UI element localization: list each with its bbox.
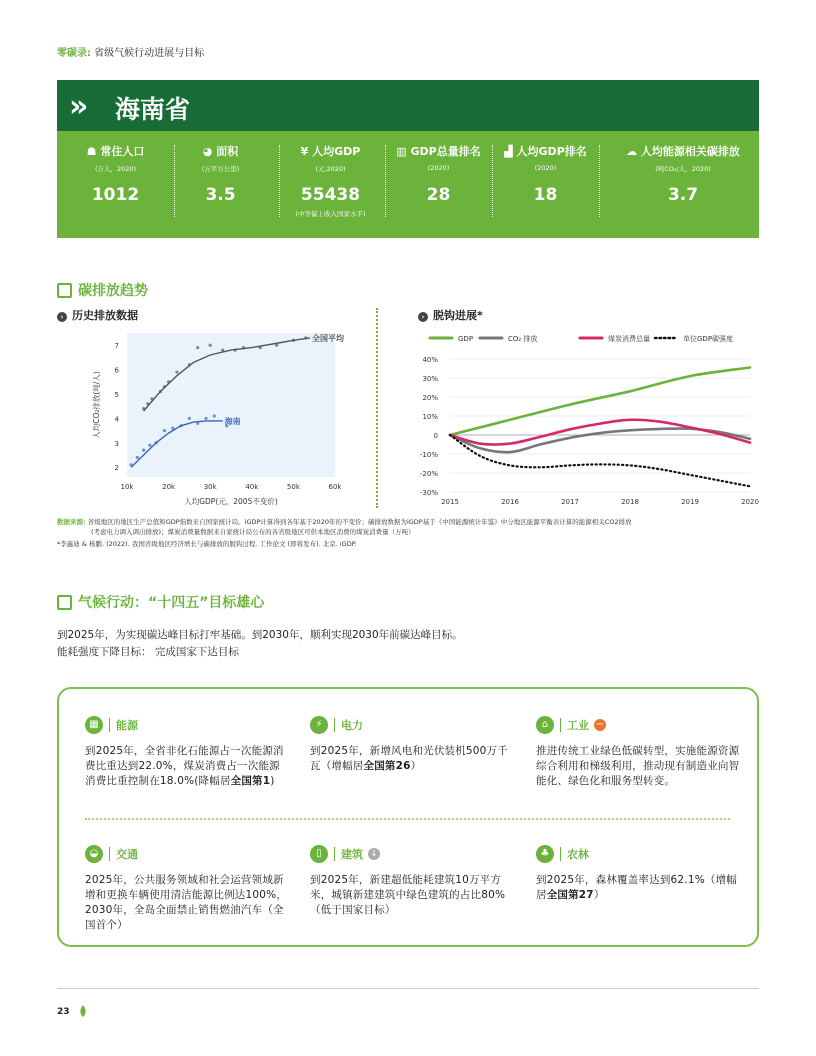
chevron-right-icon: » xyxy=(69,89,81,124)
y-axis-label: 人均CO₂排放(吨/人) xyxy=(92,371,101,439)
x-tick-label: 2020 xyxy=(741,498,759,506)
edit-icon xyxy=(57,283,72,298)
people-icon: ☗ xyxy=(86,145,101,158)
column-divider xyxy=(376,308,378,508)
stat-gdp-per-capita: ¥ 人均GDP (元,2020) 55438 (中等偏上收入国家水平) xyxy=(295,145,366,218)
x-tick-label: 2017 xyxy=(561,498,579,506)
divider xyxy=(85,818,730,820)
x-tick-label: 2018 xyxy=(621,498,639,506)
y-tick-label: 4 xyxy=(114,415,119,424)
stat-gdp-rank: ▥ GDP总量排名 (2020) 28 xyxy=(396,145,481,205)
stat-area: ◕ 面积 (万平方公里) 3.5 xyxy=(201,145,240,205)
y-tick-label: 20% xyxy=(422,394,438,402)
section-title-emissions: 碳排放趋势 xyxy=(57,280,148,300)
x-tick-label: 2016 xyxy=(501,498,519,506)
subtitle-decoupling: › 脱钩进展* xyxy=(418,307,483,323)
province-banner xyxy=(57,80,759,131)
footer-divider xyxy=(57,988,759,989)
scatter-point xyxy=(148,444,151,447)
y-tick-label: 6 xyxy=(114,366,119,375)
sector-energy: ▦ 能源 到2025年，全省非化石能源占一次能源消费比重达到22.0%，煤炭消费占一次能源消费比重控制在18.0%(降幅居全国第1) xyxy=(85,714,290,789)
podium-icon: ▟ xyxy=(504,145,517,158)
building-icon: ▯ xyxy=(310,845,328,863)
legend-label: 煤炭消费总量 xyxy=(608,335,650,343)
breadcrumb: 零碳录: 省级气候行动进展与目标 xyxy=(57,48,205,59)
x-tick-label: 60k xyxy=(328,483,342,491)
yen-icon: ¥ xyxy=(300,145,313,158)
y-tick-label: 40% xyxy=(422,356,438,364)
arrow-circle-icon: › xyxy=(57,312,67,322)
stat-population: ☗ 常住人口 (万人，2020) 1012 xyxy=(86,145,145,205)
series-label: 全国平均 xyxy=(312,333,345,343)
y-tick-label: -20% xyxy=(419,470,438,478)
y-tick-label: 5 xyxy=(114,391,119,400)
sector-forestry: ♣ 农林 到2025年，森林覆盖率达到62.1%（增幅居全国第27） xyxy=(536,843,741,903)
target-summary: 到2025年，为实现碳达峰目标打牢基础。到2030年，顺利实现2030年前碳达峰目标。 能耗强度下降目标： 完成国家下达目标 xyxy=(57,629,463,658)
legend-label: 单位GDP碳强度 xyxy=(683,335,734,343)
x-tick-label: 2019 xyxy=(681,498,699,506)
y-tick-label: 0 xyxy=(433,432,438,440)
factory-icon: ⌂ xyxy=(536,716,554,734)
y-tick-label: 30% xyxy=(422,375,438,383)
series-label: 海南 xyxy=(224,416,241,426)
divider xyxy=(599,145,600,217)
page-number: 23 xyxy=(57,1007,70,1017)
subtitle-history: › 历史排放数据 xyxy=(57,307,138,323)
arrow-circle-icon: › xyxy=(418,312,428,322)
scatter-point xyxy=(213,414,216,417)
sector-buildings: ▯ 建筑 ↓ 到2025年，新建超低能耗建筑10万平方米，城镇新建建筑中绿色建筑的占比80%（低于国家目标） xyxy=(310,843,515,918)
scatter-point xyxy=(136,456,139,459)
tree-icon: ♣ xyxy=(536,845,554,863)
minus-badge-icon: − xyxy=(595,719,605,730)
solar-panel-icon: ▦ xyxy=(85,716,103,734)
edit-icon xyxy=(57,595,72,610)
sector-power: ⚡ 电力 到2025年，新增风电和光伏装机500万千瓦（增幅居全国第26） xyxy=(310,714,515,774)
y-tick-label: 10% xyxy=(422,413,438,421)
y-tick-label: 3 xyxy=(114,439,119,448)
bar-chart-icon: ▥ xyxy=(396,145,411,158)
x-tick-label: 50k xyxy=(286,483,300,491)
power-tower-icon: ⚡ xyxy=(310,716,328,734)
plot-area xyxy=(127,333,335,477)
car-icon: ◒ xyxy=(85,845,103,863)
scatter-point xyxy=(188,417,191,420)
page-title: 海南省 xyxy=(115,95,191,124)
x-tick-label: 2015 xyxy=(441,498,459,506)
y-tick-label: 2 xyxy=(114,464,119,473)
y-tick-label: -10% xyxy=(419,451,438,459)
y-tick-label: -30% xyxy=(419,489,438,497)
x-tick-label: 30k xyxy=(203,483,217,491)
series-line xyxy=(450,435,750,486)
x-tick-label: 40k xyxy=(245,483,259,491)
legend-label: GDP xyxy=(458,335,474,343)
series-line xyxy=(450,428,750,452)
sector-transport: ◒ 交通 2025年，公共服务领域和社会运营领域新增和更换车辆使用清洁能源比例达100%，2030年，全岛全面禁止销售燃油汽车（全国首个） xyxy=(85,843,290,933)
pie-icon: ◕ xyxy=(202,145,217,158)
y-tick-label: 7 xyxy=(114,342,119,351)
sector-industry: ⌂ 工业 − 推进传统工业绿色低碳转型，实施能源资源综合利用和梯级利用，推动现有制造业向智能化、绿色化和服务型转变。 xyxy=(536,714,741,789)
co2-cloud-icon: ☁ xyxy=(626,145,641,158)
scatter-point xyxy=(142,449,145,452)
data-sources: 数据来源: 省级地区的地区生产总值和GDP指数来自国家统计局。iGDP计算得到各年基于2020年的不变价；碳排放数据为iGDP基于《中国能源统计年鉴》中分地区能源平衡表计算的能源相关CO2排放 (考虑电力调入调出排放)；煤炭消费量数据来自家统计局公布的各省级地区可供本地区消费的煤炭消费量（万吨） *李鑫迪 & 杨鹏. (2022). 我国省级地区经济增长与碳排放的脱钩过程. 工作论文 (即将发布). 北京. iGDP. xyxy=(57,518,632,548)
scatter-point xyxy=(175,370,178,373)
x-axis-label: 人均GDP(元，2005不变价) xyxy=(184,497,278,506)
down-arrow-badge-icon: ↓ xyxy=(368,848,380,860)
history-scatter-chart xyxy=(85,325,345,510)
stat-carbon-per-capita: ☁ 人均能源相关碳排放 (吨CO₂/人，2020) 3.7 xyxy=(626,145,740,205)
scatter-point xyxy=(209,344,212,347)
stats-strip xyxy=(57,131,759,238)
section-title-climate-action: 气候行动：“十四五”目标雄心 xyxy=(57,592,264,612)
scatter-point xyxy=(196,346,199,349)
scatter-point xyxy=(204,417,207,420)
leaf-icon xyxy=(79,1005,87,1017)
decoupling-line-chart xyxy=(410,328,760,513)
x-tick-label: 20k xyxy=(162,483,176,491)
legend-label: CO₂ 排放 xyxy=(508,335,538,343)
x-tick-label: 10k xyxy=(120,483,134,491)
scatter-point xyxy=(163,429,166,432)
stat-gdp-per-capita-rank: ▟ 人均GDP排名 (2020) 18 xyxy=(504,145,587,205)
